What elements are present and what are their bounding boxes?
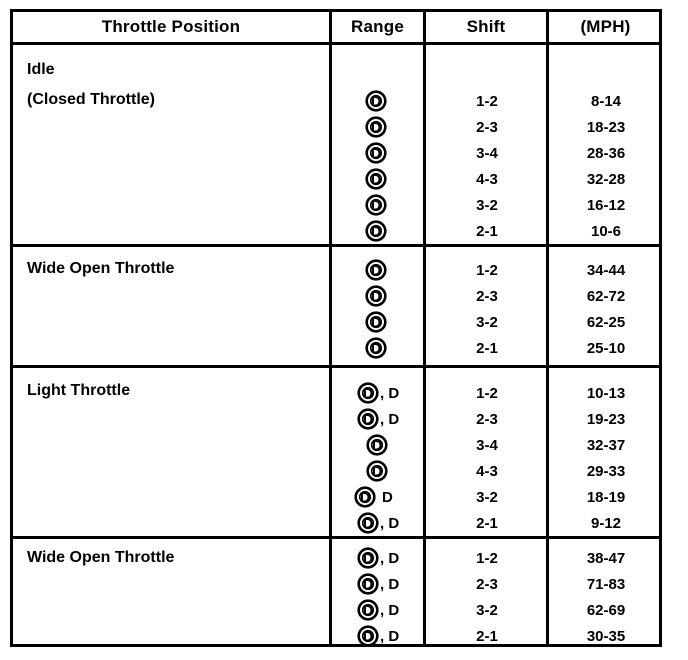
table-row	[13, 381, 659, 407]
throttle-position-label: Wide Open Throttle	[27, 260, 175, 277]
mph-cell: 18-19	[586, 489, 626, 506]
svg-text:D: D	[359, 489, 371, 505]
overdrive-circled-d-icon	[366, 434, 388, 456]
svg-text:D: D	[370, 197, 382, 213]
overdrive-circled-d-icon	[357, 547, 379, 569]
range-suffix: D	[382, 489, 393, 506]
range-suffix: , D	[380, 385, 400, 402]
table-row	[13, 193, 659, 219]
range-suffix: , D	[380, 550, 400, 567]
range-suffix: , D	[380, 411, 400, 428]
shift-cell: 2-1	[476, 515, 498, 532]
mph-cell: 62-25	[586, 314, 626, 331]
mph-cell: 30-35	[586, 628, 626, 645]
mph-cell: 10-13	[586, 385, 626, 402]
overdrive-circled-d-icon	[357, 382, 379, 404]
range-cell	[333, 89, 419, 115]
range-cell	[333, 381, 419, 407]
throttle-group-idle	[13, 45, 659, 244]
range-cell	[333, 459, 419, 485]
table-row	[13, 485, 659, 511]
range-cell	[333, 258, 419, 284]
range-cell	[333, 407, 419, 433]
table-row	[13, 598, 659, 624]
table-row	[13, 433, 659, 459]
svg-text:D: D	[370, 119, 382, 135]
range-suffix: , D	[380, 576, 400, 593]
range-cell	[333, 511, 419, 537]
table-row	[13, 407, 659, 433]
svg-text:D: D	[370, 93, 382, 109]
range-cell	[333, 572, 419, 598]
mph-cell: 32-37	[586, 437, 626, 454]
shift-speed-table	[10, 9, 662, 647]
table-row	[13, 511, 659, 537]
overdrive-circled-d-icon	[357, 573, 379, 595]
mph-cell: 8-14	[590, 93, 622, 110]
header-range: Range	[351, 17, 404, 36]
overdrive-circled-d-icon	[357, 408, 379, 430]
overdrive-circled-d-icon	[365, 142, 387, 164]
throttle-position-label: Idle	[27, 61, 55, 78]
mph-cell: 62-72	[586, 288, 626, 305]
range-cell	[333, 433, 419, 459]
overdrive-circled-d-icon	[366, 460, 388, 482]
svg-text:D: D	[362, 411, 374, 427]
table-row	[13, 258, 659, 284]
shift-cell: 1-2	[476, 93, 498, 110]
table-row	[13, 546, 659, 572]
mph-cell: 29-33	[586, 463, 626, 480]
svg-text:D: D	[370, 262, 382, 278]
shift-cell: 2-3	[476, 288, 498, 305]
svg-text:D: D	[362, 576, 374, 592]
shift-cell: 3-4	[476, 437, 498, 454]
range-cell	[333, 115, 419, 141]
svg-text:D: D	[362, 385, 374, 401]
table-row	[13, 336, 659, 362]
overdrive-circled-d-icon	[365, 90, 387, 112]
svg-text:D: D	[362, 628, 374, 644]
shift-cell: 1-2	[476, 385, 498, 402]
mph-cell: 19-23	[586, 411, 626, 428]
mph-cell: 25-10	[586, 340, 626, 357]
range-cell	[333, 141, 419, 167]
overdrive-circled-d-icon	[365, 337, 387, 359]
svg-text:D: D	[370, 223, 382, 239]
svg-text:D: D	[362, 602, 374, 618]
overdrive-circled-d-icon	[365, 285, 387, 307]
svg-text:D: D	[371, 437, 383, 453]
overdrive-circled-d-icon	[365, 116, 387, 138]
shift-cell: 3-2	[476, 314, 498, 331]
svg-text:D: D	[370, 171, 382, 187]
shift-cell: 4-3	[476, 171, 498, 188]
mph-cell: 16-12	[586, 197, 626, 214]
mph-cell: 28-36	[586, 145, 626, 162]
overdrive-circled-d-icon	[365, 194, 387, 216]
range-suffix: , D	[380, 515, 400, 532]
table-row	[13, 115, 659, 141]
shift-cell: 1-2	[476, 262, 498, 279]
range-suffix: , D	[380, 602, 400, 619]
mph-cell: 62-69	[586, 602, 626, 619]
range-cell	[333, 167, 419, 193]
throttle-group-wide-open-d	[13, 539, 659, 644]
mph-cell: 10-6	[590, 223, 622, 240]
shift-cell: 4-3	[476, 463, 498, 480]
range-cell	[333, 193, 419, 219]
range-cell	[333, 624, 419, 650]
throttle-group-wide-open	[13, 247, 659, 365]
range-cell	[333, 310, 419, 336]
svg-text:D: D	[370, 340, 382, 356]
range-suffix: , D	[380, 628, 400, 645]
range-cell	[333, 284, 419, 310]
header-throttle-position: Throttle Position	[101, 17, 241, 36]
shift-cell: 2-3	[476, 411, 498, 428]
range-cell	[333, 336, 419, 362]
table-row	[13, 219, 659, 245]
mph-cell: 34-44	[586, 262, 626, 279]
svg-text:D: D	[370, 288, 382, 304]
overdrive-circled-d-icon	[365, 259, 387, 281]
svg-text:D: D	[362, 550, 374, 566]
throttle-group-light	[13, 368, 659, 536]
throttle-position-label: Wide Open Throttle	[27, 549, 175, 566]
svg-text:D: D	[362, 515, 374, 531]
mph-cell: 18-23	[586, 119, 626, 136]
overdrive-circled-d-icon	[357, 625, 379, 647]
range-cell	[333, 598, 419, 624]
range-cell	[333, 219, 419, 245]
throttle-position-sublabel: (Closed Throttle)	[27, 91, 155, 108]
shift-cell: 1-2	[476, 550, 498, 567]
table-row	[13, 89, 659, 115]
range-cell	[333, 485, 419, 511]
svg-text:D: D	[371, 463, 383, 479]
shift-cell: 2-1	[476, 340, 498, 357]
table-row	[13, 141, 659, 167]
shift-cell: 2-1	[476, 628, 498, 645]
overdrive-circled-d-icon	[357, 512, 379, 534]
overdrive-circled-d-icon	[357, 599, 379, 621]
shift-cell: 3-2	[476, 602, 498, 619]
table-row	[13, 572, 659, 598]
mph-cell: 38-47	[586, 550, 626, 567]
header-mph: (MPH)	[580, 17, 631, 36]
mph-cell: 32-28	[586, 171, 626, 188]
table-row	[13, 310, 659, 336]
range-cell	[333, 546, 419, 572]
mph-cell: 9-12	[590, 515, 622, 532]
header-shift: Shift	[466, 17, 506, 36]
shift-cell: 2-3	[476, 119, 498, 136]
svg-text:D: D	[370, 314, 382, 330]
table-row	[13, 624, 659, 650]
shift-cell: 3-2	[476, 197, 498, 214]
shift-cell: 2-1	[476, 223, 498, 240]
table-row	[13, 167, 659, 193]
throttle-position-label: Light Throttle	[27, 382, 131, 399]
table-row	[13, 459, 659, 485]
overdrive-circled-d-icon	[365, 168, 387, 190]
table-row	[13, 284, 659, 310]
overdrive-circled-d-icon	[365, 311, 387, 333]
shift-cell: 3-2	[476, 489, 498, 506]
mph-cell: 71-83	[586, 576, 626, 593]
svg-text:D: D	[370, 145, 382, 161]
shift-cell: 2-3	[476, 576, 498, 593]
overdrive-circled-d-icon	[354, 486, 376, 508]
shift-cell: 3-4	[476, 145, 498, 162]
overdrive-circled-d-icon	[365, 220, 387, 242]
